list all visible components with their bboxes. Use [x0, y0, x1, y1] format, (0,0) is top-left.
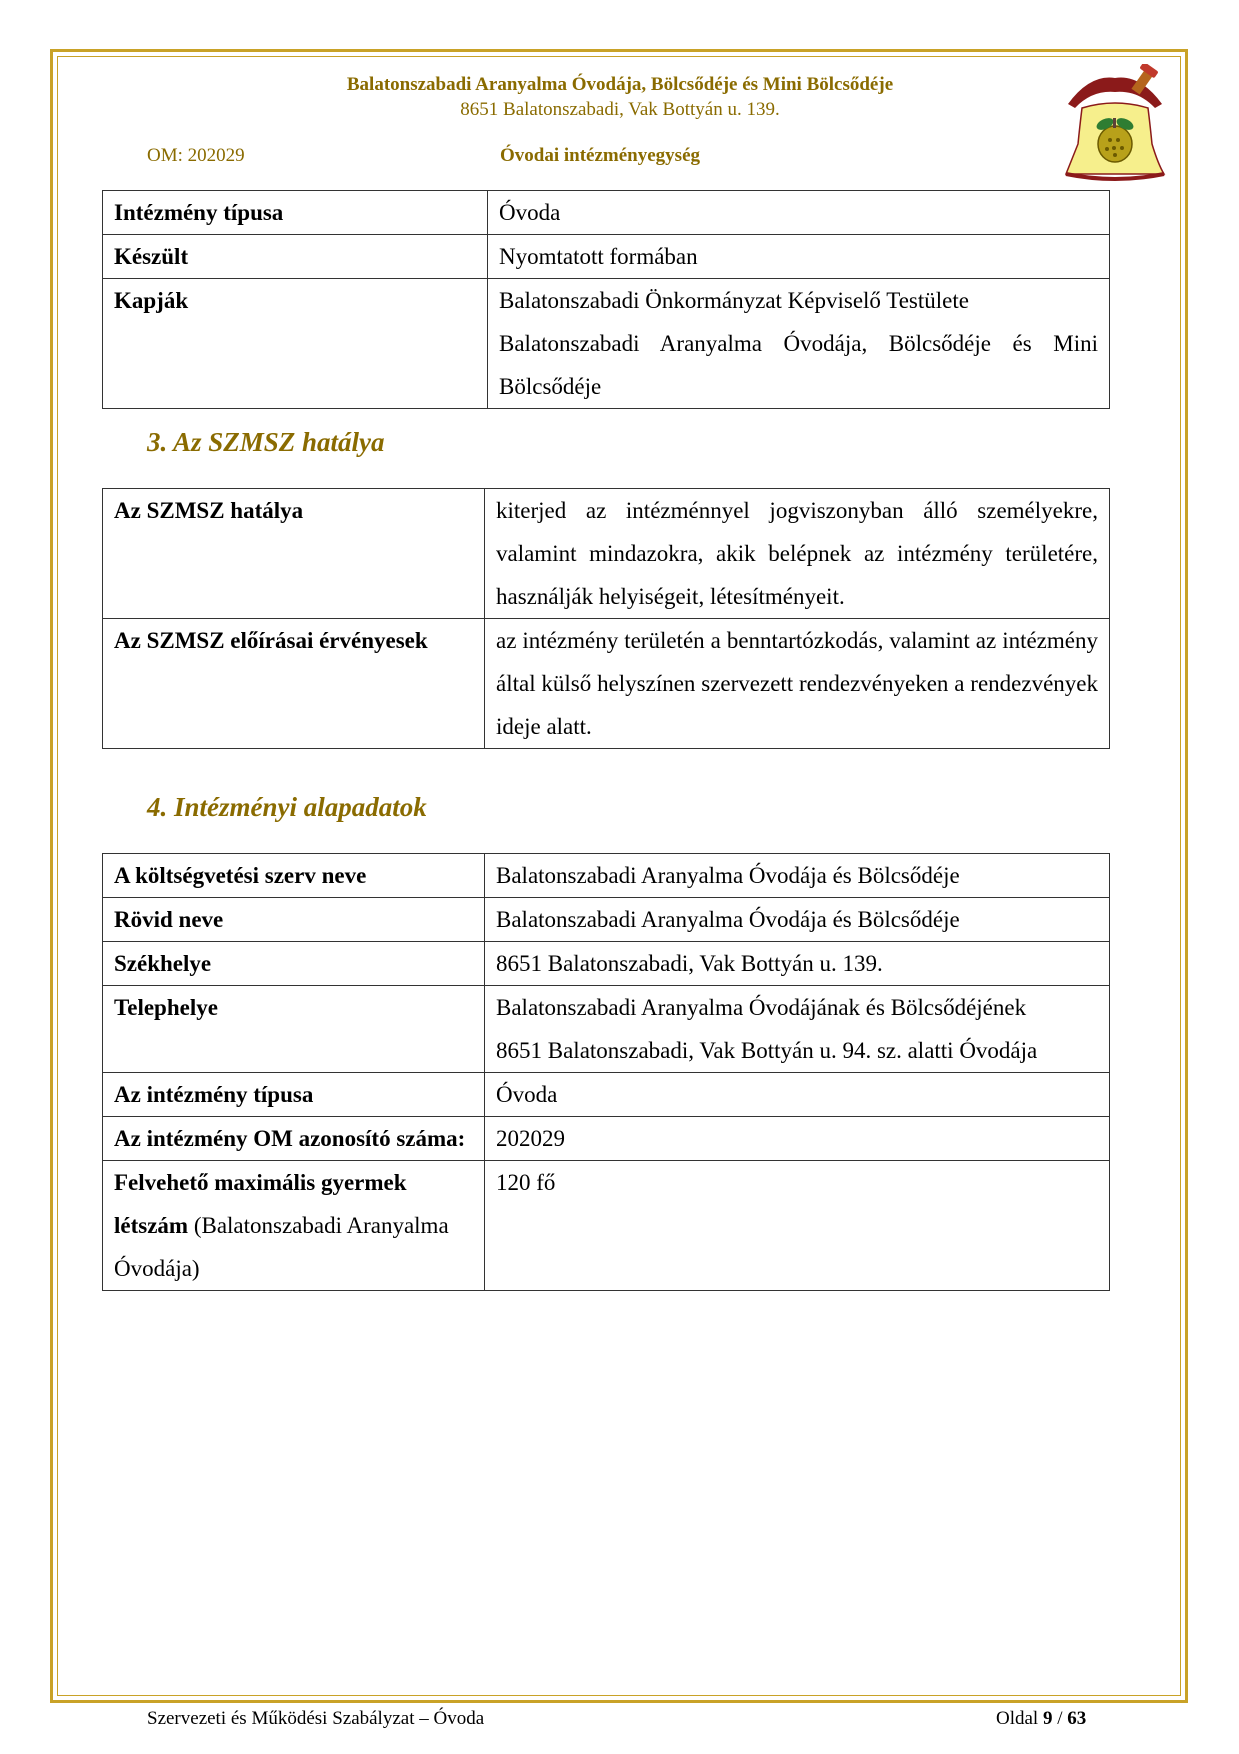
value-line: Bölcsődéje [499, 374, 602, 399]
row-label: Intézmény típusa [103, 191, 488, 235]
value-line: 8651 Balatonszabadi, Vak Bottyán u. 94. sz. alatti Óvodája [496, 1038, 1038, 1063]
row-value: Óvoda [488, 191, 1110, 235]
page-total: 63 [1067, 1708, 1087, 1729]
header-unit: Óvodai intézményegység [500, 145, 701, 166]
value-line: Balatonszabadi Aranyalma Óvodájának és Bölcsődéjének [496, 995, 1027, 1020]
value-line: Balatonszabadi Önkormányzat Képviselő Testülete [499, 288, 969, 313]
page-separator: / [1057, 1708, 1063, 1729]
row-label-bold: Felvehető maximális gyermek létszám [114, 1170, 407, 1238]
table-row [103, 1117, 1110, 1161]
row-label: Az intézmény OM azonosító száma: [103, 1117, 485, 1161]
row-value: Balatonszabadi Aranyalma Óvodája és Bölcsődéje [485, 854, 1110, 898]
table-row [103, 1161, 1110, 1291]
row-label-note: (Balatonszabadi Aranyalma Óvodája) [114, 1213, 449, 1281]
row-value [488, 279, 1110, 409]
section-heading-3: 3. Az SZMSZ hatálya [147, 427, 385, 457]
institution-basic-data-table [102, 853, 1110, 1291]
footer-title: Szervezeti és Működési Szabályzat – Óvoda [147, 1708, 485, 1729]
row-value [485, 986, 1110, 1073]
row-label: Telephelye [103, 986, 485, 1073]
header-institution: Balatonszabadi Aranyalma Óvodája, Bölcsődéje és Mini Bölcsődéje [346, 74, 894, 95]
row-value: 202029 [485, 1117, 1110, 1161]
table-row [103, 279, 1110, 409]
table-row [103, 854, 1110, 898]
footer-page-number [996, 1708, 1086, 1730]
row-label: Rövid neve [103, 898, 485, 942]
row-value: Nyomtatott formában [488, 235, 1110, 279]
header-om: OM: 202029 [147, 145, 245, 166]
table-row [103, 191, 1110, 235]
table-row [103, 1073, 1110, 1117]
header-address: 8651 Balatonszabadi, Vak Bottyán u. 139. [460, 99, 780, 120]
table-row [103, 986, 1110, 1073]
page-label: Oldal [996, 1708, 1039, 1729]
document-type-table [102, 190, 1110, 409]
row-label: Székhelye [103, 942, 485, 986]
row-label: Készült [103, 235, 488, 279]
section-heading-4: 4. Intézményi alapadatok [147, 792, 427, 822]
row-label: Az SZMSZ előírásai érvényesek [103, 619, 485, 749]
apple-bell-logo-icon [1060, 64, 1170, 184]
row-value: Óvoda [485, 1073, 1110, 1117]
table-row [103, 942, 1110, 986]
table-row [103, 619, 1110, 749]
table-row [103, 898, 1110, 942]
table-row [103, 235, 1110, 279]
page-current: 9 [1042, 1708, 1053, 1729]
row-label [103, 1161, 485, 1291]
table-row [103, 489, 1110, 619]
row-value: kiterjed az intézménnyel jogviszonyban álló személyekre, valamint mindazokra, akik belépnek az intézmény területére, használják helyiségeit, létesítményeit. [485, 489, 1110, 619]
row-value: Balatonszabadi Aranyalma Óvodája és Bölcsődéje [485, 898, 1110, 942]
row-label: Az SZMSZ hatálya [103, 489, 485, 619]
row-value: az intézmény területén a benntartózkodás, valamint az intézmény által külső helyszínen szervezett rendezvényeken a rendezvények ideje alatt. [485, 619, 1110, 749]
row-label: Kapják [103, 279, 488, 409]
row-value: 8651 Balatonszabadi, Vak Bottyán u. 139. [485, 942, 1110, 986]
row-value: 120 fő [485, 1161, 1110, 1291]
row-label: Az intézmény típusa [103, 1073, 485, 1117]
value-line: Balatonszabadi Aranyalma Óvodája, Bölcsődéje és Mini [499, 331, 1098, 356]
row-label: A költségvetési szerv neve [103, 854, 485, 898]
szmsz-scope-table [102, 488, 1110, 749]
